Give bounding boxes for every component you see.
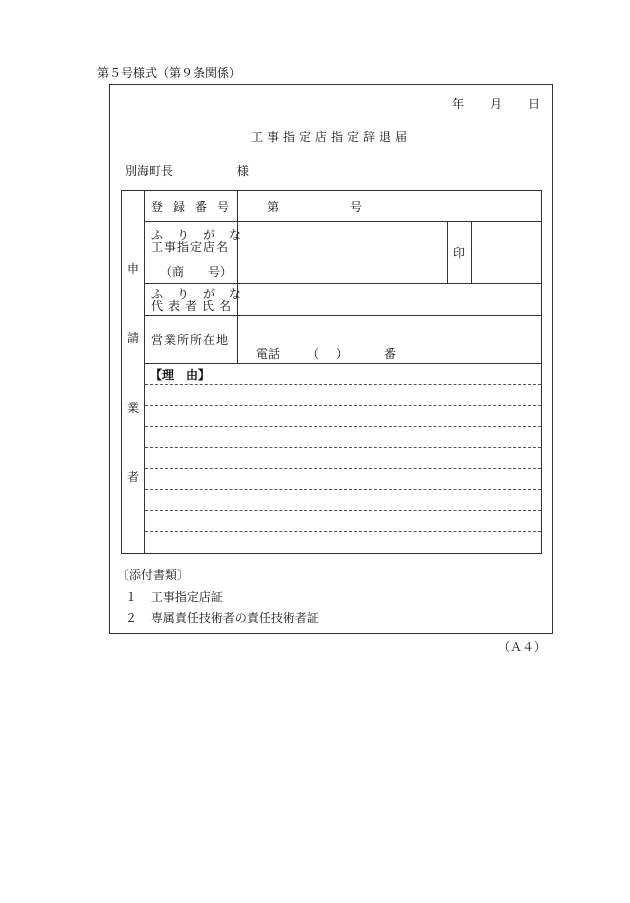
attachment-item bbox=[125, 611, 319, 625]
date-month: 月 bbox=[489, 97, 502, 111]
attachment-num: １ bbox=[125, 590, 138, 604]
attachments-heading: 〔添付書類〕 bbox=[117, 568, 190, 582]
shogo-label: （商 号） bbox=[160, 265, 233, 279]
table-divider bbox=[471, 221, 472, 283]
shop-name-label: 工事指定店名 bbox=[151, 240, 230, 254]
table-divider bbox=[145, 283, 541, 284]
applicant-label-char: 請 bbox=[126, 331, 139, 345]
registration-go: 号 bbox=[350, 200, 363, 214]
reason-line bbox=[145, 489, 541, 490]
form-title: 工事指定店指定辞退届 bbox=[250, 130, 411, 144]
rep-furigana: ふりがな bbox=[151, 287, 256, 301]
reason-line bbox=[145, 384, 541, 385]
attachment-text: 専属責任技術者の責任技術者証 bbox=[150, 611, 319, 625]
table-divider bbox=[145, 315, 541, 316]
reason-line bbox=[145, 426, 541, 427]
registration-label: 登録番号 bbox=[151, 200, 240, 214]
seal-mark: 印 bbox=[453, 246, 466, 260]
addressee bbox=[125, 164, 249, 178]
date-day: 日 bbox=[527, 97, 540, 111]
applicant-label-char: 業 bbox=[126, 401, 139, 415]
phone-label: 電話 bbox=[256, 347, 281, 361]
table-divider bbox=[145, 221, 541, 222]
table-divider bbox=[237, 190, 238, 363]
table-divider bbox=[144, 190, 145, 554]
applicant-label-char: 者 bbox=[126, 470, 139, 484]
phone-paren-open: （ bbox=[307, 347, 320, 361]
paper-size: （Ａ４） bbox=[498, 640, 547, 654]
reason-label: 【理 由】 bbox=[150, 368, 211, 382]
rep-label: 代表者氏名 bbox=[151, 299, 237, 313]
phone-paren-close: ） bbox=[336, 347, 349, 361]
reason-line bbox=[145, 468, 541, 469]
reason-line bbox=[145, 531, 541, 532]
form-number: 第５号様式（第９条関係） bbox=[97, 66, 242, 80]
shop-furigana: ふりがな bbox=[151, 228, 256, 242]
reason-line bbox=[145, 447, 541, 448]
attachment-text: 工事指定店証 bbox=[150, 590, 223, 604]
phone-ban: 番 bbox=[384, 347, 397, 361]
table-divider bbox=[447, 221, 448, 283]
applicant-label-char: 申 bbox=[126, 262, 139, 276]
addressee-name: 別海町長 bbox=[125, 164, 174, 178]
table-divider bbox=[145, 363, 541, 364]
date-year: 年 bbox=[452, 97, 465, 111]
office-label: 営業所所在地 bbox=[151, 333, 230, 347]
date-line bbox=[452, 97, 540, 111]
reason-line bbox=[145, 405, 541, 406]
reason-line bbox=[145, 510, 541, 511]
addressee-honorific: 様 bbox=[236, 164, 249, 178]
attachment-item bbox=[125, 590, 223, 604]
registration-dai: 第 bbox=[267, 200, 280, 214]
attachment-num: ２ bbox=[125, 611, 138, 625]
